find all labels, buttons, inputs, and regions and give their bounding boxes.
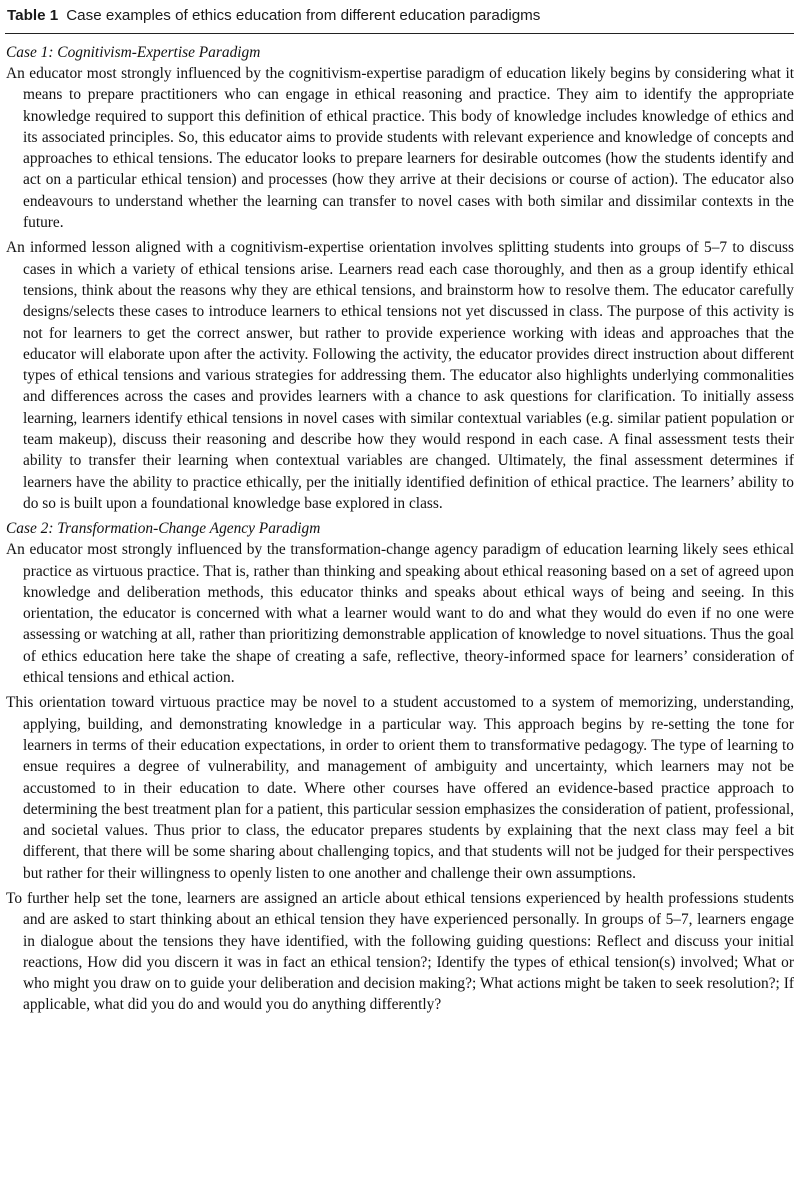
case-1-paragraph-2: An informed lesson aligned with a cognitivism-expertise orientation involves splitting students into groups of 5–7 to discuss cases in which a variety of ethical tensions arise. Learners read each case thoroughly, and then as a group identify ethical tensions, think about the reasons why they are ethical tensions, and brainstorm how to resolve them. The educator carefully designs/selects these cases to introduce learners to ethical tensions not yet discussed in class. The purpose of this activity is not for learners to get the correct answer, but rather to provide experience working with ideas and approaches that the educator will elaborate upon after the activity. Following the activity, the educator provides direct instruction about different types of ethical tensions and various strategies for addressing them. The educator also highlights underlying commonalities and differences across the cases and provides learners with a chance to ask questions for clarification. To initially assess learning, learners identify ethical tensions in novel cases with similar contextual variables (e.g. similar patient population or team makeup), discuss their reasoning and describe how they would respond in each case. A final assessment tests their ability to transfer their learning when contextual variables are changed. Ultimately, the final assessment determines if learners have the ability to practice ethically, per the initially identified definition of ethical practice. The learners’ ability to do so is built upon a foundational knowledge base explored in class. <box>6 239 794 512</box>
table-label: Table 1 <box>7 7 59 24</box>
case-1-heading: Case 1: Cognitivism-Expertise Paradigm <box>6 44 261 61</box>
case-2-paragraph-1: An educator most strongly influenced by the transformation-change agency paradigm of education learning likely sees ethical practice as virtuous practice. That is, rather than thinking and speaking about ethical reasoning based on a set of agreed upon knowledge and deliberation methods, this educator thinks and speaks about ethical ways of being and seeing. In this orientation, the educator is concerned with what a learner would want to do and what they would do even if no one were assessing or watching at all, rather than prioritizing demonstrable application of knowledge to novel situations. Thus the goal of ethics education here take the shape of creating a safe, reflective, theory-informed space for learners’ consideration of ethical tensions and ethical action. <box>6 541 794 687</box>
case-1-paragraph-1: An educator most strongly influenced by the cognitivism-expertise paradigm of education likely begins by considering what it means to prepare practitioners who can engage in ethical reasoning and practice. They aim to identify the appropriate knowledge required to support this definition of ethical practice. This body of knowledge includes knowledge of ethics and its associated principles. So, this educator aims to provide students with relevant experience and knowledge of concepts and approaches to ethical tensions. The educator looks to prepare learners for desirable outcomes (how the students identify and act on a particular ethical tension) and processes (how they arrive at their decisions or course of action). The educator also endeavours to understand whether the learning can transfer to novel cases with both similar and dissimilar contexts in the future. <box>6 65 794 232</box>
table-caption <box>7 6 794 26</box>
case-2-paragraph-3: To further help set the tone, learners are assigned an article about ethical tensions experienced by health professions students and are asked to start thinking about an ethical tension they have experienced personally. In groups of 5–7, learners engage in dialogue about the tensions they have identified, with the following guiding questions: Reflect and discuss your initial reactions, How did you discern it was in fact an ethical tension?; Identify the types of ethical tension(s) involved; What or who might you draw on to guide your deliberation and decision making?; What actions might be taken to seek resolution?; If applicable, what did you do and would you do anything differently? <box>6 889 794 1014</box>
case-2-paragraph-2: This orientation toward virtuous practice may be novel to a student accustomed to a system of memorizing, understanding, applying, building, and demonstrating knowledge in a particular way. This approach begins by re-setting the tone for learners in terms of their education expectations, in order to orient them to transformative pedagogy. The type of learning to ensue requires a degree of vulnerability, and management of ambiguity and uncertainty, which learners may not be accustomed to in their education to date. Where other courses have offered an evidence-based practice approach to determining the best treatment plan for a patient, this particular session emphasizes the consideration of patient, professional, and societal values. Thus prior to class, the educator prepares students by explaining that the next class may feel a bit different, that there will be some sharing about challenging topics, and that students will not be judged for their perspectives but rather for their willingness to openly listen to one another and challenge their own assumptions. <box>6 694 794 882</box>
caption-rule <box>5 33 794 34</box>
table-title: Case examples of ethics education from different education paradigms <box>66 7 541 24</box>
case-2-heading: Case 2: Transformation-Change Agency Paradigm <box>6 520 321 538</box>
